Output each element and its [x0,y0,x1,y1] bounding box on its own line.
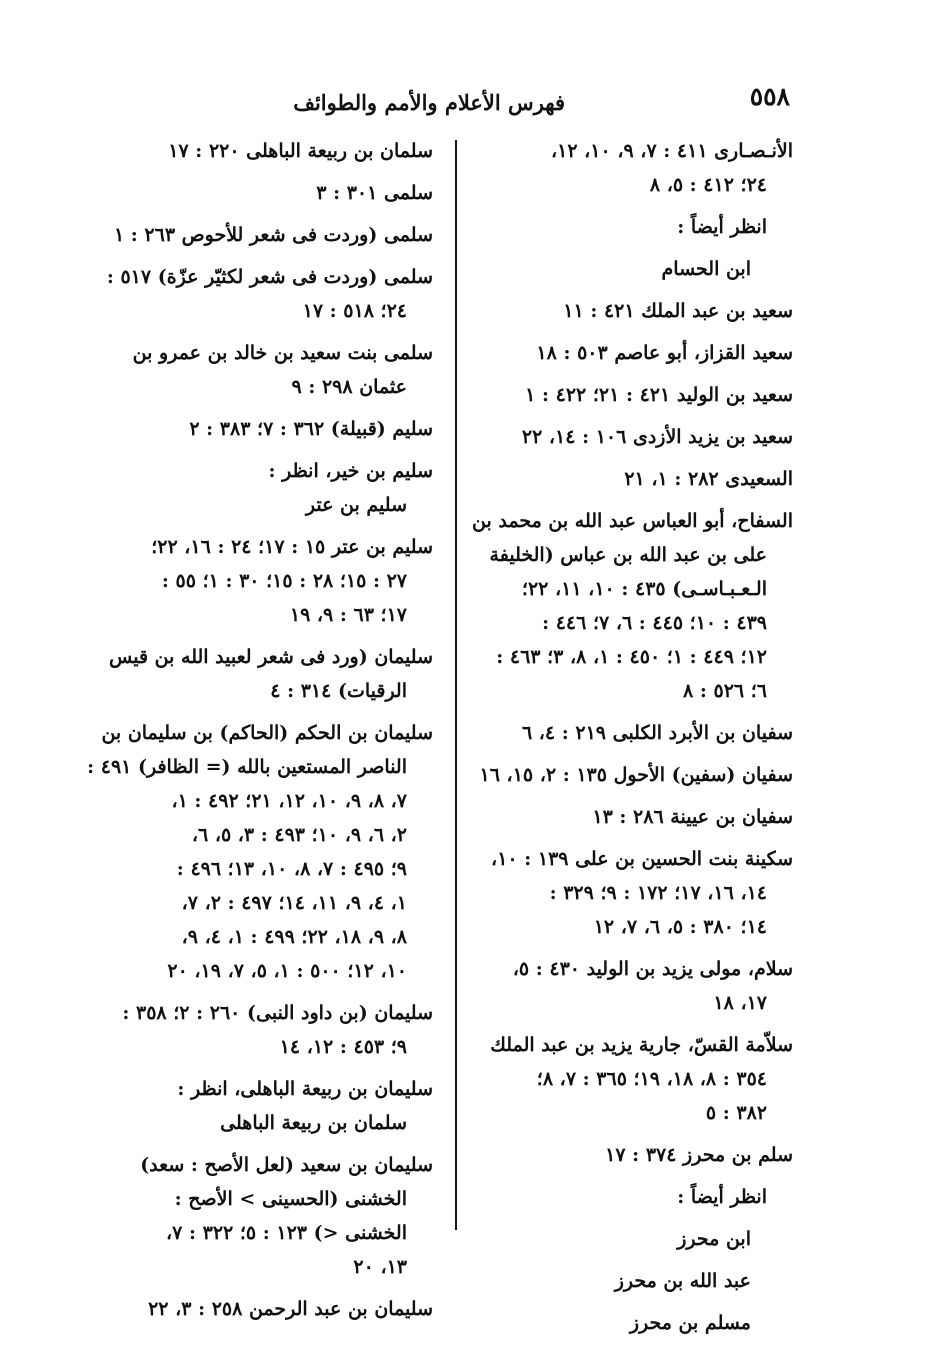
index-entry [463,420,793,454]
entry-continuation-line: ٢، ٦، ٩، ١٠؛ ٤٩٣ : ٣، ٥، ٦، [191,824,407,846]
entry-continuation-line: ١٤، ١٦، ١٧؛ ١٧٢ : ٩؛ ٣٢٩ : [549,882,767,904]
page-title: فهرس الأعلام والأمم والطوائف [293,90,565,115]
entry-heading-line: ابن محرز [677,1228,751,1250]
index-entry [93,1148,433,1284]
page-header [293,82,790,122]
index-entry [93,260,433,328]
entry-continuation-line: سلمان بن ربيعة الباهلى [220,1112,407,1134]
entry-heading-line: مسلم بن محرز [629,1312,751,1334]
entry-heading-line: سعيد القزاز، أبو عاصم ٥٠٣ : ١٨ [536,342,793,364]
entry-heading-line: سلام، مولى يزيد بن الوليد ٤٣٠ : ٥، [512,958,793,980]
entry-heading-line: سلمى بنت سعيد بن خالد بن عمرو بن [132,342,433,364]
entry-continuation-line: ٢٧ : ١٥؛ ٢٨ : ١٥؛ ٣٠ : ١؛ ٥٥ : [161,570,407,592]
index-entry [93,1292,433,1326]
entry-continuation-line: على بن عبد الله بن عباس (الخليفة [489,544,767,566]
entry-heading-line: سليمان (بن داود النبى) ٢٦٠ : ٢؛ ٣٥٨ : [122,1002,433,1024]
entry-heading-line: سليمان بن عبد الرحمن ٢٥٨ : ٣، ٢٢ [148,1298,433,1320]
entry-heading-line: سلمى ٣٠١ : ٣ [316,182,433,204]
index-entry [463,952,793,1020]
index-entry [463,800,793,834]
index-entry [93,176,433,210]
entry-continuation-line: ١٧؛ ٦٣ : ٩، ١٩ [289,604,407,626]
entry-continuation-line: ١٢؛ ٤٤٩ : ١؛ ٤٥٠ : ١، ٨، ٣؛ ٤٦٣ : [496,646,767,668]
index-column-left [87,134,433,1334]
index-entry [463,134,793,202]
entry-heading-line: سليمان بن سعيد (لعل الأصح : سعد) [140,1154,433,1176]
entry-heading-line: سليمان بن الحكم (الحاكم) بن سليمان بن [101,722,433,744]
entry-continuation-line: ٢٤؛ ٥١٨ : ١٧ [302,300,407,322]
index-entry [463,504,793,708]
index-entry [463,252,793,286]
entry-continuation-line: ٧، ٨، ٩، ١٠، ١٢، ٢١؛ ٤٩٢ : ١، [171,790,407,812]
index-entry [93,454,433,522]
entry-heading-line: سليم (قبيلة) ٣٦٢ : ٧؛ ٣٨٣ : ٢ [189,418,433,440]
index-entry [463,1222,793,1256]
entry-heading-line: سفيان (سفين) الأحول ١٣٥ : ٢، ١٥، ١٦ [479,764,793,786]
entry-heading-line: انظر أيضاً : [677,216,767,238]
entry-heading-line: سعيد بن عبد الملك ٤٢١ : ١١ [563,300,793,322]
entry-heading-line: سعيد بن يزيد الأزدى ١٠٦ : ١٤، ٢٢ [521,426,793,448]
index-entry [463,336,793,370]
entry-continuation-line: ٣٥٤ : ٨، ١٨، ١٩؛ ٣٦٥ : ٧، ٨؛ [536,1068,767,1090]
entry-heading-line: انظر أيضاً : [677,1186,767,1208]
entry-continuation-line: الخشنى <) ١٢٣ : ٥؛ ٣٢٢ : ٧، [166,1222,407,1244]
entry-continuation-line: ٩؛ ٤٩٥ : ٧، ٨، ١٠، ١٣؛ ٤٩٦ : [176,858,407,880]
index-entry [463,210,793,244]
entry-continuation-line: الـعـبـاسـى) ٤٣٥ : ١٠، ١١، ٢٢؛ [521,578,767,600]
entry-heading-line: سعيد بن الوليد ٤٢١ : ٢١؛ ٤٢٢ : ١ [525,384,793,406]
index-entry [93,530,433,632]
entry-heading-line: سلاّمة القسّ، جارية يزيد بن عبد الملك [490,1034,793,1056]
entry-heading-line: سليم بن خير، انظر : [268,460,433,482]
index-entry [93,640,433,708]
entry-heading-line: عبد الله بن محرز [614,1270,751,1292]
entry-continuation-line: الخشنى (الحسينى > الأصح : [174,1188,407,1210]
index-entry [463,1306,793,1340]
entry-heading-line: سفيان بن عيينة ٢٨٦ : ١٣ [592,806,793,828]
entry-continuation-line: ٦؛ ٥٢٦ : ٨ [683,680,767,702]
index-column-right [463,134,793,1348]
entry-continuation-line: الرقيات) ٣١٤ : ٤ [270,680,407,702]
entry-continuation-line: ١٤؛ ٣٨٠ : ٥، ٦، ٧، ١٢ [593,916,767,938]
index-entry [463,462,793,496]
entry-heading-line: سلمان بن ربيعة الباهلى ٢٢٠ : ١٧ [168,140,433,162]
entry-continuation-line: ٨، ٩، ١٨، ٢٢؛ ٤٩٩ : ١، ٤، ٩، [181,926,407,948]
entry-heading-line: سليمان (ورد فى شعر لعبيد الله بن قيس [109,646,433,668]
entry-heading-line: ابن الحسام [661,258,751,280]
column-divider [455,140,457,1230]
index-entry [463,716,793,750]
index-entry [93,134,433,168]
index-entry [463,842,793,944]
index-entry [93,1072,433,1140]
entry-heading-line: سليم بن عتر ١٥ : ١٧؛ ٢٤ : ١٦، ٢٢؛ [151,536,433,558]
entry-continuation-line: ١٧، ١٨ [713,992,767,1014]
index-entry [463,1028,793,1130]
entry-continuation-line: ٣٨٢ : ٥ [705,1102,767,1124]
entry-heading-line: السعيدى ٢٨٢ : ١، ٢١ [624,468,793,490]
index-entry [93,336,433,404]
entry-heading-line: السفاح، أبو العباس عبد الله بن محمد بن [472,510,793,532]
index-entry [93,412,433,446]
index-entry [93,996,433,1064]
entry-continuation-line: ١، ٤، ٩، ١١، ١٤؛ ٤٩٧ : ٢، ٧، [181,892,407,914]
index-entry [463,294,793,328]
entry-heading-line: الأنـصـارى ٤١١ : ٧، ٩، ١٠، ١٢، [550,140,793,162]
entry-continuation-line: ٩؛ ٤٥٣ : ١٢، ١٤ [279,1036,407,1058]
entry-continuation-line: سليم بن عتر [305,494,407,516]
entry-continuation-line: ١٠، ١٢؛ ٥٠٠ : ١، ٥، ٧، ١٩، ٢٠ [167,960,407,982]
index-entry [463,378,793,412]
page-number: ٥٥٨ [749,82,790,111]
entry-continuation-line: عثمان ٢٩٨ : ٩ [291,376,407,398]
index-entry [463,1138,793,1172]
index-entry [463,1264,793,1298]
index-entry [93,218,433,252]
entry-heading-line: سلمى (وردت فى شعر لكثيّر عزّة) ٥١٧ : [106,266,433,288]
entry-heading-line: سليمان بن ربيعة الباهلى، انظر : [177,1078,433,1100]
index-entry [463,1180,793,1214]
entry-heading-line: سكينة بنت الحسين بن على ١٣٩ : ١٠، [491,848,793,870]
entry-heading-line: سلمى (وردت فى شعر للأحوص ٢٦٣ : ١ [113,224,433,246]
entry-heading-line: سلم بن محرز ٣٧٤ : ١٧ [605,1144,793,1166]
index-entry [463,758,793,792]
index-entry [87,716,433,988]
entry-heading-line: سفيان بن الأبرد الكلبى ٢١٩ : ٤، ٦ [521,722,793,744]
entry-continuation-line: ٤٣٩ : ١٠؛ ٤٤٥ : ٦، ٧؛ ٤٤٦ : [542,612,767,634]
entry-continuation-line: ٢٤؛ ٤١٢ : ٥، ٨ [649,174,767,196]
entry-continuation-line: ١٣، ٢٠ [353,1256,407,1278]
entry-continuation-line: الناصر المستعين بالله (= الظافر) ٤٩١ : [87,756,407,778]
